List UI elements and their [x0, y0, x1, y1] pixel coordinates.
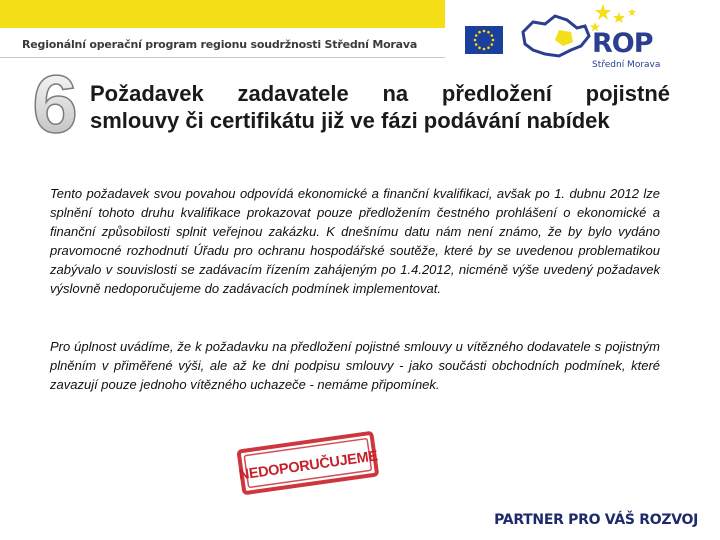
rop-logo-text: ROP [592, 28, 653, 59]
slide-number [30, 64, 80, 140]
header-divider [0, 57, 445, 58]
eu-flag-icon [465, 26, 503, 54]
slide-number-text: 6 [32, 64, 78, 140]
header-yellow-bar [0, 0, 445, 28]
slide-title-line1: Požadavek zadavatele na předložení pojistné [90, 81, 670, 106]
slide-title [90, 80, 670, 134]
stamp-text: NEDOPORUČUJEME [237, 448, 379, 484]
body-paragraph-2: Pro úplnost uvádíme, že k požadavku na předložení pojistné smlouvy u vítězného dodavatele s pojistným plněním v přiměřené výši, ale až ke dni podpisu smlouvy - jako součásti obchodních podmínek, které zavazují pouze jednoho vítězného uchazeče - nemáme připomínek. [50, 339, 660, 392]
body-paragraph-1: Tento požadavek svou povahou odpovídá ekonomické a finanční kvalifikaci, avšak po 1. dubnu 2012 lze splnění tohoto druhu kvalifikace prokazovat pouze předložením čestného prohlášení o ekonomické a finanční způsobilosti splnit veřejnou zakázku. K dnešnímu datu nám není známo, že by bylo vydáno pravomocné rozhodnutí Úřadu pro ochranu hospodářské soutěže, které by se uvedenou problematikou zabývalo v souvislosti se zadávacím řízením zahájeným po 1.4.2012, nicméně výše uvedený požadavek výslovně nedoporučujeme do zadávacích podmínek implementovat. [50, 186, 660, 296]
slide-title-line2: smlouvy či certifikátu již ve fázi podávání nabídek [90, 108, 610, 133]
stamp-not-recommended [233, 430, 383, 498]
rop-logo-subtext: Střední Morava [592, 60, 661, 70]
program-name: Regionální operační program regionu soudržnosti Střední Morava [22, 38, 418, 51]
footer-slogan: PARTNER PRO VÁŠ ROZVOJ [494, 512, 698, 528]
